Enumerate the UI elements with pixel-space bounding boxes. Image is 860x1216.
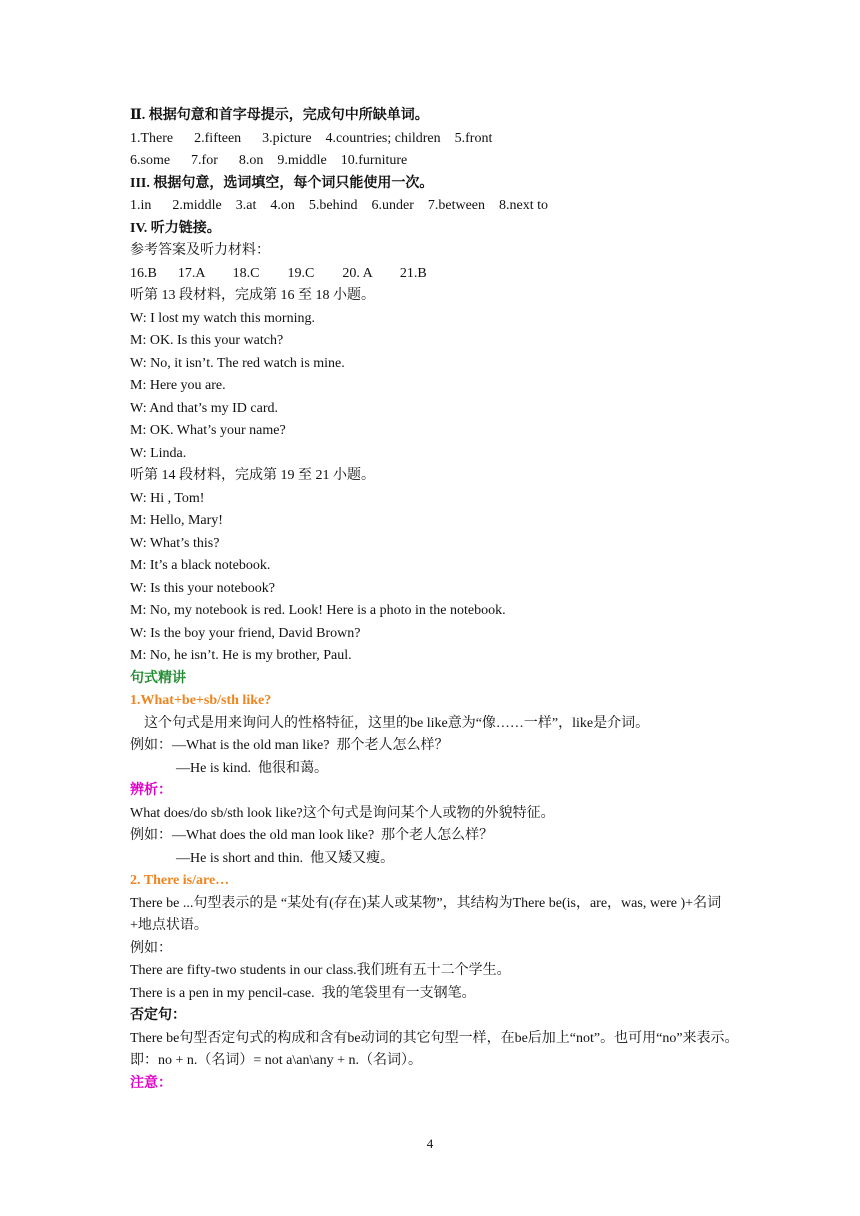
grammar-point-2-heading: 2. There is/are…	[130, 873, 230, 888]
dialogue-line: W: I lost my watch this morning.	[130, 310, 315, 326]
note-label: 注意：	[130, 1075, 172, 1091]
dialogue-line: W: No, it isn’t. The red watch is mine.	[130, 355, 345, 371]
passage-13-intro: 听第 13 段材料，完成第 16 至 18 小题。	[130, 288, 375, 303]
page-number: 4	[426, 1136, 434, 1151]
dialogue-line: M: Here you are.	[130, 378, 226, 393]
grammar-point-1-heading: 1.What+be+sb/sth like?	[130, 693, 272, 708]
section-4-answers: 16.B 17.A 18.C 19.C 20. A 21.B	[130, 265, 427, 281]
grammar-point-1-example-answer: —He is kind. 他很和蔼。	[176, 760, 329, 776]
negative-sentence-label: 否定句：	[130, 1008, 186, 1023]
dialogue-line: M: Hello, Mary!	[130, 513, 223, 528]
passage-13-dialogue	[130, 308, 740, 466]
section-2-answers-line-1: 1.There 2.fifteen 3.picture 4.countries; children 5.front	[130, 130, 493, 146]
dialogue-line: M: OK. What’s your name?	[130, 423, 286, 438]
grammar-point-2-example-label: 例如：	[130, 940, 172, 956]
dialogue-line: W: What’s this?	[130, 535, 220, 551]
grammar-point-2-explanation: There be ...句型表示的是 “某处有(存在)某人或某物”，其结构为There be(is，are，was, were )+名词+地点状语。	[130, 895, 722, 933]
distinguish-label: 辨析：	[130, 783, 172, 798]
dialogue-line: M: OK. Is this your watch?	[130, 333, 284, 348]
dialogue-line: M: It’s a black notebook.	[130, 558, 271, 573]
section-4-subheading: 参考答案及听力材料：	[130, 243, 270, 258]
section-2-answers-line-2: 6.some 7.for 8.on 9.middle 10.furniture	[130, 153, 408, 168]
grammar-point-2-example-1: There are fifty-two students in our class.我们班有五十二个学生。	[130, 963, 511, 978]
section-2-heading: Ⅱ. 根据句意和首字母提示，完成句中所缺单词。	[130, 108, 429, 123]
passage-14-intro: 听第 14 段材料，完成第 19 至 21 小题。	[130, 468, 375, 483]
grammar-point-1-example-question: 例如：—What is the old man like? 那个老人怎么样？	[130, 738, 449, 753]
page-content	[130, 105, 740, 1095]
grammar-point-2-example-2: There is a pen in my pencil-case. 我的笔袋里有一支钢笔。	[130, 985, 476, 1001]
negative-sentence-text: There be句型否定句式的构成和含有be动词的其它句型一样，在be后加上“not”。也可用“no”来表示。即：no + n.（名词）= not a\an\any + n.（名词）。	[130, 1030, 739, 1068]
dialogue-line: W: Is the boy your friend, David Brown?	[130, 625, 361, 641]
section-3-answers: 1.in 2.middle 3.at 4.on 5.behind 6.under 7.between 8.next to	[130, 198, 548, 213]
grammar-point-1-explanation: 这个句式是用来询问人的性格特征，这里的be like意为“像……一样”，like是介词。	[144, 715, 650, 731]
distinguish-example-answer: —He is short and thin. 他又矮又瘦。	[176, 850, 395, 866]
distinguish-example-question: 例如：—What does the old man look like? 那个老人怎么样？	[130, 828, 494, 843]
dialogue-line: W: Linda.	[130, 445, 187, 461]
dialogue-line: W: Is this your notebook?	[130, 580, 275, 596]
grammar-section-title: 句式精讲	[130, 670, 186, 686]
distinguish-text: What does/do sb/sth look like?这个句式是询问某个人或物的外貌特征。	[130, 805, 555, 821]
section-3-heading: III. 根据句意，选词填空，每个词只能使用一次。	[130, 175, 434, 191]
dialogue-line: W: Hi , Tom!	[130, 490, 205, 506]
section-4-heading: IV. 听力链接。	[130, 220, 221, 236]
dialogue-line: W: And that’s my ID card.	[130, 400, 279, 416]
passage-14-dialogue	[130, 488, 740, 668]
dialogue-line: M: No, he isn’t. He is my brother, Paul.	[130, 648, 352, 663]
dialogue-line: M: No, my notebook is red. Look! Here is a photo in the notebook.	[130, 603, 506, 618]
